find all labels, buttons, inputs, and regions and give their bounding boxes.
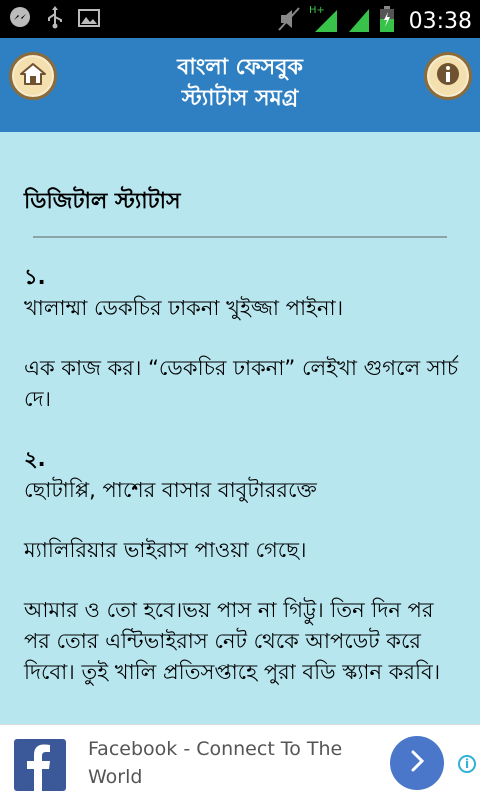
status-text-5: আমার ও তো হবে।ভয় পাস না গিট্টু। তিন দিন পর পর তোর এন্টিভাইরাস নেট থেকে আপডেট করে দিবো। তুই খালি প্রতিসপ্তাহে পুরা বডি স্ক্যান করবি। [24,598,441,684]
ad-open-button[interactable] [390,736,444,790]
clock: 03:38 [408,8,472,34]
app-title-line1: বাংলা ফেসবুক [177,55,303,80]
facebook-logo-icon [14,739,66,791]
info-icon [435,61,461,91]
status-number-2: ২. [24,447,46,471]
app-title-line2: স্ট্যাটাস সমগ্র [181,86,299,111]
status-text-2: এক কাজ কর। “ডেকচির ঢাকনা” লেইখা গুগলে সার্চ দে। [24,356,459,411]
chevron-right-icon [405,749,429,777]
status-text-4: ম্যালিরিয়ার ভাইরাস পাওয়া গেছে। [24,538,307,562]
status-text-1: খালাম্মা ডেকচির ঢাকনা খুইজ্জা পাইনা। [24,296,344,320]
signal-icon [347,5,371,37]
ad-text[interactable]: Facebook - Connect To The World [88,738,343,788]
usb-icon [46,6,64,34]
ad-choices-icon[interactable]: i [458,755,476,773]
divider [33,236,447,238]
signal-hplus-icon [309,4,339,38]
section-title: ডিজিটাল স্ট্যাটাস [24,189,181,214]
network-type-label: H+ [308,5,325,16]
battery-icon [379,5,395,37]
status-bar [0,0,480,38]
status-content[interactable] [0,132,480,724]
app-title [90,52,390,114]
info-button[interactable] [424,52,472,100]
status-body [24,262,464,688]
status-text-3: ছোটাপ্পি, পাশের বাসার বাবুটাররক্তে [24,478,317,502]
ad-banner[interactable] [0,724,480,801]
app-header [0,38,480,132]
mute-icon [277,6,301,36]
image-icon [78,8,100,32]
status-number-1: ১. [24,265,46,289]
messenger-icon [8,6,32,34]
home-icon [20,62,46,90]
home-button[interactable] [9,52,57,100]
